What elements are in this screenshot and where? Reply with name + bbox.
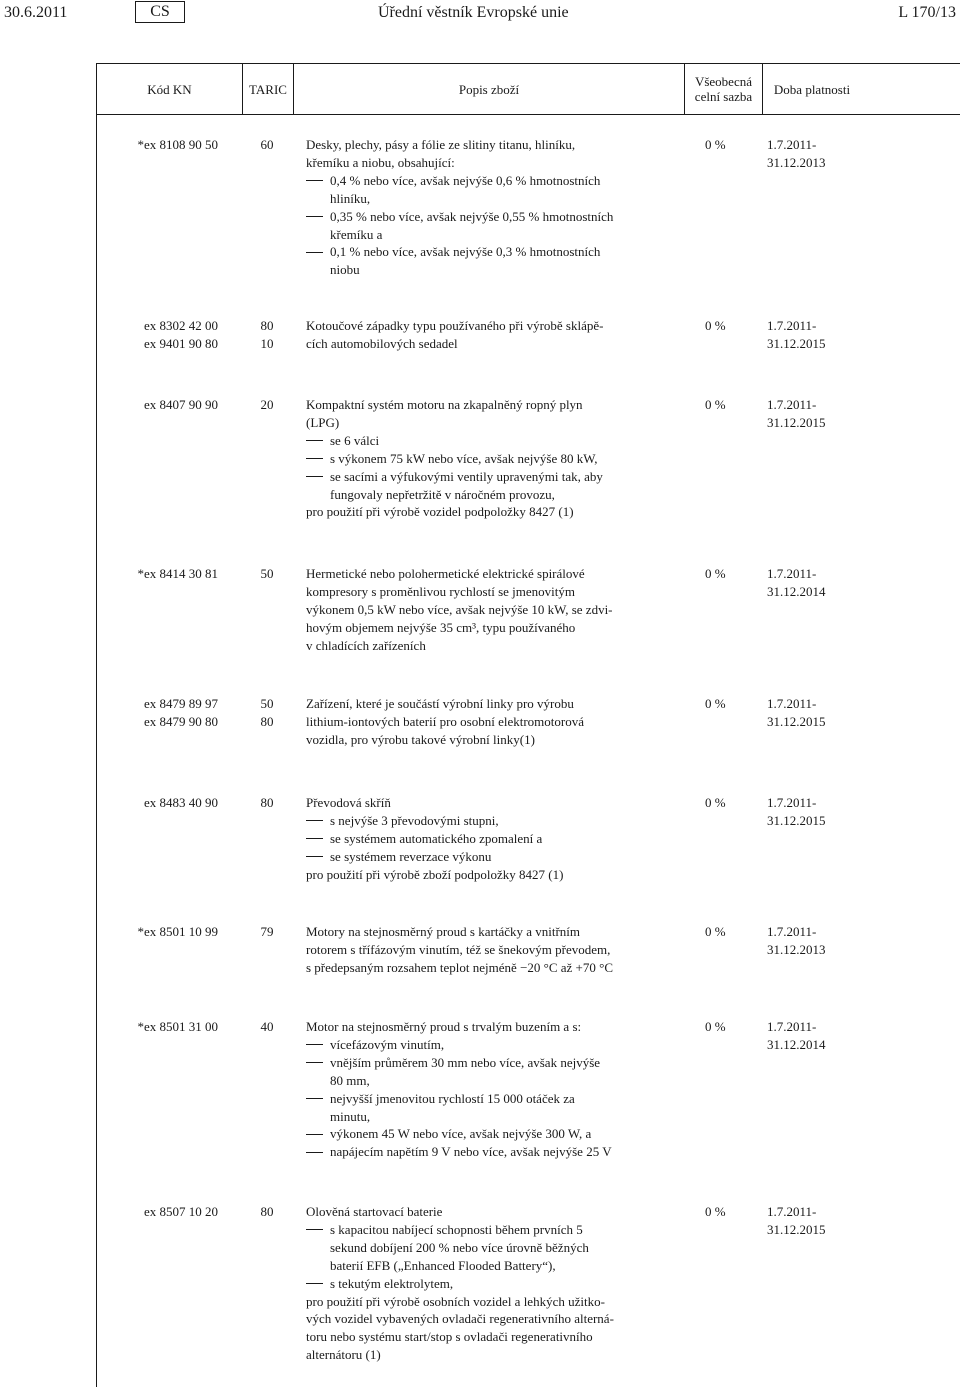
description-line: nejvyšší jmenovitou rychlostí 15 000 otáček za xyxy=(330,1090,575,1106)
description-line: hovým objemem nejvýše 35 cm³, typu používaného xyxy=(306,619,576,635)
taric-code-cell xyxy=(247,695,287,731)
validity-cell xyxy=(767,396,857,432)
em-dash xyxy=(306,180,323,181)
column-header-rate xyxy=(685,64,762,114)
duty-rate: 0 % xyxy=(705,795,726,810)
column-header-description: Popis zboží xyxy=(458,81,520,97)
em-dash xyxy=(306,1044,323,1045)
description-paragraph xyxy=(306,695,676,749)
column-header-validity: Doba platnosti xyxy=(773,81,851,97)
validity-period: 31.12.2014 xyxy=(767,583,826,599)
validity-period: 1.7.2011- xyxy=(767,318,817,333)
description-line: 0,1 % nebo více, avšak nejvýše 0,3 % hmotnostních xyxy=(330,244,601,260)
description-paragraph xyxy=(306,317,676,353)
em-dash xyxy=(306,1229,323,1230)
description-line: alternátoru (1) xyxy=(306,1347,381,1363)
description-indent-item xyxy=(306,432,676,450)
description-line: lithium-iontových baterií pro osobní elektromotorová xyxy=(306,713,585,729)
taric-code: 80 xyxy=(260,713,274,729)
em-dash xyxy=(306,856,323,857)
tariff-table xyxy=(96,63,960,1387)
validity-period: 1.7.2011- xyxy=(767,1019,817,1034)
kn-code: *ex 8108 90 50 xyxy=(137,137,218,152)
taric-code: 10 xyxy=(260,335,274,351)
description-paragraph xyxy=(306,866,676,884)
language-badge: CS xyxy=(135,1,185,23)
description-indent-item xyxy=(306,1036,676,1054)
description-line: Motory na stejnosměrný proud s kartáčky a vnitřním xyxy=(306,924,581,939)
kn-code: ex 8483 40 90 xyxy=(143,795,218,810)
description-indent-item xyxy=(306,812,676,830)
description-line: s výkonem 75 kW nebo více, avšak nejvýše 80 kW, xyxy=(330,450,598,466)
kn-code: ex 9401 90 80 xyxy=(143,335,218,351)
kn-code-cell xyxy=(97,923,218,941)
description-cell xyxy=(306,794,676,884)
em-dash xyxy=(306,1134,323,1135)
description-line: pro použití při výrobě osobních vozidel a lehkých užitko- xyxy=(306,1293,605,1309)
validity-period: 1.7.2011- xyxy=(767,696,817,711)
description-line: se systémem reverzace výkonu xyxy=(330,848,492,864)
description-paragraph xyxy=(306,396,676,432)
description-line: Desky, plechy, pásy a fólie ze slitiny titanu, hliníku, xyxy=(306,137,576,152)
taric-code: 40 xyxy=(260,1019,274,1034)
page-reference: L 170/13 xyxy=(898,4,956,21)
kn-code: *ex 8501 10 99 xyxy=(137,924,218,939)
kn-code: ex 8479 90 80 xyxy=(143,713,218,729)
description-indent-item xyxy=(306,172,676,208)
description-cell xyxy=(306,136,676,279)
description-line: cích automobilových sedadel xyxy=(306,335,458,351)
description-line: se sacími a výfukovými ventily upravenými tak, aby xyxy=(330,468,603,484)
taric-code: 80 xyxy=(260,318,274,333)
description-line: vícefázovým vinutím, xyxy=(330,1036,445,1052)
column-header-kn: Kód KN xyxy=(147,81,192,97)
description-line: napájecím napětím 9 V nebo více, avšak nejvýše 25 V xyxy=(330,1144,612,1160)
description-line: výkonem 45 W nebo více, avšak nejvýše 300 W, a xyxy=(330,1126,592,1142)
em-dash xyxy=(306,252,323,253)
validity-cell xyxy=(767,794,857,830)
description-line: Převodová skříň xyxy=(306,795,391,810)
description-line: v chladících zařízeních xyxy=(306,637,426,653)
description-indent-item xyxy=(306,450,676,468)
description-line: pro použití při výrobě vozidel podpoložky 8427 (1) xyxy=(306,504,574,520)
validity-period: 31.12.2013 xyxy=(767,941,826,957)
description-line: niobu xyxy=(330,262,360,278)
taric-code-cell xyxy=(247,1018,287,1036)
description-line: vých vozidel vybavených ovladači regenerativního alterná- xyxy=(306,1311,614,1327)
duty-rate: 0 % xyxy=(705,1204,726,1219)
description-line: (LPG) xyxy=(306,414,340,430)
kn-code: *ex 8501 31 00 xyxy=(137,1019,218,1034)
description-line: s tekutým elektrolytem, xyxy=(330,1275,454,1291)
description-line: Motor na stejnosměrný proud s trvalým buzením a s: xyxy=(306,1019,582,1034)
description-line: minutu, xyxy=(330,1108,371,1124)
description-line: Olověná startovací baterie xyxy=(306,1204,443,1219)
description-line: křemíku a xyxy=(330,226,383,242)
description-line: 0,4 % nebo více, avšak nejvýše 0,6 % hmotnostních xyxy=(330,172,601,188)
taric-code: 80 xyxy=(260,1204,274,1219)
description-indent-item xyxy=(306,1054,676,1090)
description-cell xyxy=(306,1018,676,1161)
column-header-rate-line-1: Všeobecná xyxy=(694,74,752,89)
description-paragraph xyxy=(306,1293,676,1365)
publication-date: 30.6.2011 xyxy=(4,4,68,21)
description-line: 0,35 % nebo více, avšak nejvýše 0,55 % hmotnostních xyxy=(330,208,614,224)
description-indent-item xyxy=(306,1090,676,1126)
description-indent-item xyxy=(306,468,676,504)
kn-code: ex 8407 90 90 xyxy=(143,397,218,412)
description-line: vozidla, pro výrobu takové výrobní linky(1) xyxy=(306,731,535,747)
description-indent-item xyxy=(306,1275,676,1293)
kn-code: *ex 8414 30 81 xyxy=(137,566,218,581)
description-paragraph xyxy=(306,136,676,172)
kn-code-cell xyxy=(97,396,218,414)
taric-code: 80 xyxy=(260,795,274,810)
description-line: rotorem s třífázovým vinutím, též se šnekovým převodem, xyxy=(306,941,611,957)
description-indent-item xyxy=(306,1221,676,1275)
validity-cell xyxy=(767,136,857,172)
em-dash xyxy=(306,1062,323,1063)
description-line: toru nebo systému start/stop s ovladači regenerativního xyxy=(306,1329,593,1345)
duty-rate: 0 % xyxy=(705,397,726,412)
validity-period: 31.12.2015 xyxy=(767,1221,826,1237)
duty-rate: 0 % xyxy=(705,566,726,581)
taric-code: 20 xyxy=(260,397,274,412)
validity-period: 1.7.2011- xyxy=(767,397,817,412)
description-indent-item xyxy=(306,243,676,279)
taric-code-cell xyxy=(247,136,287,154)
description-cell xyxy=(306,695,676,749)
description-line: kompresory s proměnlivou rychlostí se jmenovitým xyxy=(306,583,575,599)
taric-code-cell xyxy=(247,1203,287,1221)
kn-code-cell xyxy=(97,1018,218,1036)
kn-code-cell xyxy=(97,794,218,812)
em-dash xyxy=(306,838,323,839)
description-indent-item xyxy=(306,1143,676,1161)
description-indent-item xyxy=(306,830,676,848)
description-line: Zařízení, které je součástí výrobní linky pro výrobu xyxy=(306,696,574,711)
description-cell xyxy=(306,317,676,353)
em-dash xyxy=(306,440,323,441)
validity-cell xyxy=(767,1203,857,1239)
description-paragraph xyxy=(306,794,676,812)
description-paragraph xyxy=(306,503,676,521)
description-paragraph xyxy=(306,565,676,655)
kn-code: ex 8479 89 97 xyxy=(143,696,218,711)
taric-code: 79 xyxy=(260,924,274,939)
kn-code-cell xyxy=(97,1203,218,1221)
validity-cell xyxy=(767,565,857,601)
validity-period: 31.12.2015 xyxy=(767,713,826,729)
kn-code-cell xyxy=(97,317,218,353)
validity-period: 31.12.2014 xyxy=(767,1036,826,1052)
validity-cell xyxy=(767,1018,857,1054)
em-dash xyxy=(306,458,323,459)
duty-rate: 0 % xyxy=(705,137,726,152)
description-paragraph xyxy=(306,1018,676,1036)
table-header xyxy=(97,64,960,115)
validity-period: 31.12.2015 xyxy=(767,335,826,351)
kn-code-cell xyxy=(97,695,218,731)
description-line: s předepsaným rozsahem teplot nejméně −20 °C až +70 °C xyxy=(306,959,614,975)
taric-code: 50 xyxy=(260,566,274,581)
kn-code: ex 8507 10 20 xyxy=(143,1204,218,1219)
description-line: 80 mm, xyxy=(330,1072,370,1088)
em-dash xyxy=(306,1098,323,1099)
duty-rate: 0 % xyxy=(705,1019,726,1034)
validity-period: 1.7.2011- xyxy=(767,1204,817,1219)
validity-period: 1.7.2011- xyxy=(767,795,817,810)
validity-cell xyxy=(767,695,857,731)
description-line: výkonem 0,5 kW nebo více, avšak nejvýše 10 kW, se zdvi- xyxy=(306,601,613,617)
validity-period: 1.7.2011- xyxy=(767,566,817,581)
description-line: se 6 válci xyxy=(330,432,380,448)
validity-period: 31.12.2015 xyxy=(767,414,826,430)
description-cell xyxy=(306,923,676,977)
description-line: Hermetické nebo polohermetické elektrické spirálové xyxy=(306,566,585,581)
journal-header xyxy=(0,0,960,36)
journal-title: Úřední věstník Evropské unie xyxy=(378,4,569,21)
kn-code-cell xyxy=(97,565,218,583)
validity-period: 31.12.2013 xyxy=(767,154,826,170)
description-line: se systémem automatického zpomalení a xyxy=(330,830,543,846)
em-dash xyxy=(306,216,323,217)
description-line: vnějším průměrem 30 mm nebo více, avšak nejvýše xyxy=(330,1054,601,1070)
column-header-taric: TARIC xyxy=(249,81,287,97)
taric-code-cell xyxy=(247,317,287,353)
description-cell xyxy=(306,565,676,655)
description-paragraph xyxy=(306,923,676,977)
description-line: fungovaly nepřetržitě v náročném provozu, xyxy=(330,486,555,502)
description-indent-item xyxy=(306,1125,676,1143)
description-indent-item xyxy=(306,848,676,866)
description-line: Kotoučové západky typu používaného při výrobě sklápě- xyxy=(306,318,604,333)
duty-rate: 0 % xyxy=(705,696,726,711)
description-line: s nejvýše 3 převodovými stupni, xyxy=(330,812,499,828)
taric-code: 60 xyxy=(260,137,274,152)
validity-period: 1.7.2011- xyxy=(767,137,817,152)
validity-period: 31.12.2015 xyxy=(767,812,826,828)
taric-code-cell xyxy=(247,923,287,941)
taric-code-cell xyxy=(247,794,287,812)
description-line: křemíku a niobu, obsahující: xyxy=(306,154,455,170)
kn-code: ex 8302 42 00 xyxy=(143,318,218,333)
description-line: hliníku, xyxy=(330,190,371,206)
kn-code-cell xyxy=(97,136,218,154)
description-line: s kapacitou nabíjecí schopnosti během prvních 5 xyxy=(330,1221,583,1237)
validity-cell xyxy=(767,923,857,959)
description-cell xyxy=(306,396,676,521)
em-dash xyxy=(306,820,323,821)
taric-code-cell xyxy=(247,396,287,414)
description-indent-item xyxy=(306,208,676,244)
validity-cell xyxy=(767,317,857,353)
em-dash xyxy=(306,1283,323,1284)
taric-code-cell xyxy=(247,565,287,583)
duty-rate: 0 % xyxy=(705,924,726,939)
em-dash xyxy=(306,1152,323,1153)
description-line: sekund dobíjení 200 % nebo více úrovně běžných xyxy=(330,1239,589,1255)
description-line: Kompaktní systém motoru na zkapalněný ropný plyn xyxy=(306,397,583,412)
description-paragraph xyxy=(306,1203,676,1221)
taric-code: 50 xyxy=(260,696,274,711)
em-dash xyxy=(306,476,323,477)
description-line: pro použití při výrobě zboží podpoložky 8427 (1) xyxy=(306,866,564,882)
description-line: baterií EFB („Enhanced Flooded Battery“), xyxy=(330,1257,556,1273)
duty-rate: 0 % xyxy=(705,318,726,333)
validity-period: 1.7.2011- xyxy=(767,924,817,939)
column-header-rate-line-2: celní sazba xyxy=(694,89,753,104)
description-cell xyxy=(306,1203,676,1364)
